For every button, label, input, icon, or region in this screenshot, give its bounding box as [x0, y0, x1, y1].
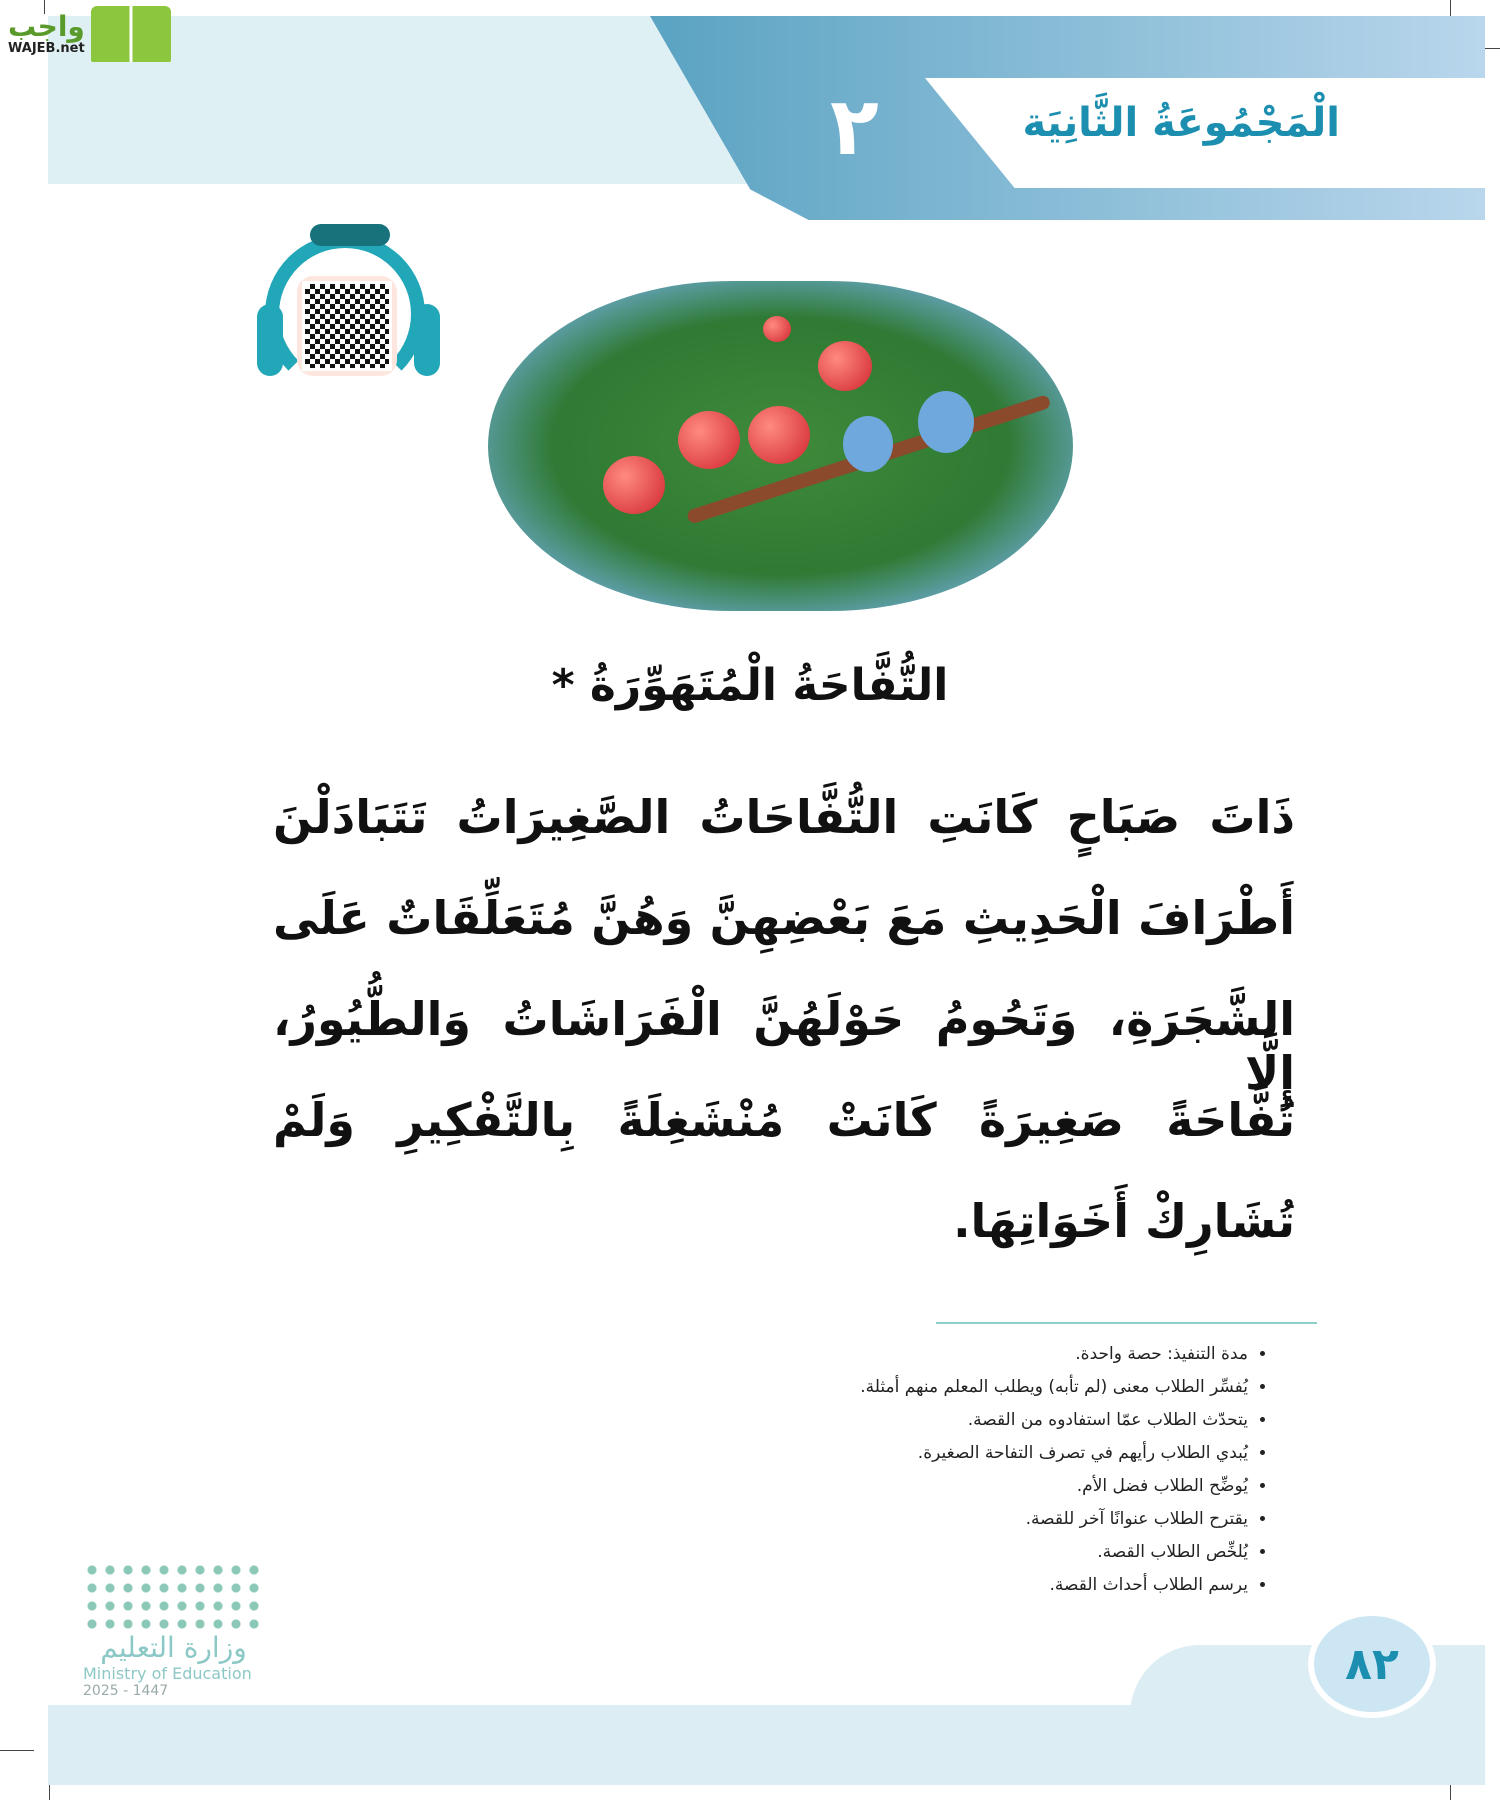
teacher-notes	[860, 1338, 1270, 1602]
ministry-name-en: Ministry of Education	[83, 1664, 252, 1683]
brand-en: WAJEB.net	[8, 40, 85, 56]
apple	[818, 341, 872, 391]
story-title: التُّفَّاحَةُ الْمُتَهَوِّرَةُ *	[551, 660, 949, 711]
note-item: • يتحدّث الطلاب عمّا استفادوه من القصة.	[860, 1404, 1248, 1437]
note-item: • مدة التنفيذ: حصة واحدة.	[860, 1338, 1248, 1371]
footer-band	[48, 1705, 1485, 1785]
apple	[678, 411, 740, 469]
qr-code[interactable]	[297, 276, 397, 376]
note-item: • يُبدي الطلاب رأيهم في تصرف التفاحة الصغيرة.	[860, 1437, 1248, 1470]
book-icon	[91, 6, 171, 62]
note-item: • يقترح الطلاب عنوانًا آخر للقصة.	[860, 1503, 1248, 1536]
note-item: • يُوضِّح الطلاب فضل الأم.	[860, 1470, 1248, 1503]
audio-qr-code[interactable]	[255, 224, 442, 396]
story-line: الشَّجَرَةِ، وَتَحُومُ حَوْلَهُنَّ الْفَرَاشَاتُ وَالطُّيُورُ، إِلَّا	[273, 992, 1295, 1100]
story-text	[273, 790, 1295, 1295]
ministry-dots-emblem	[83, 1561, 264, 1631]
story-line: تُشَارِكْ أَخَوَاتِهَا.	[953, 1194, 1295, 1248]
ministry-name-ar: وزارة التعليم	[100, 1631, 247, 1664]
story-illustration	[488, 281, 1073, 611]
page-number: ٨٢	[1308, 1610, 1436, 1718]
story-line: أَطْرَافَ الْحَدِيثِ مَعَ بَعْضِهِنَّ وَهُنَّ مُتَعَلِّقَاتٌ عَلَى	[273, 891, 1295, 945]
wajeb-logo	[8, 6, 171, 62]
apple	[603, 456, 665, 514]
story-line: ذَاتَ صَبَاحٍ كَانَتِ التُّفَّاحَاتُ الصَّغِيرَاتُ تَتَبَادَلْنَ	[273, 790, 1295, 844]
bird	[918, 391, 974, 453]
ministry-logo	[83, 1561, 264, 1699]
headphone-cup-left	[257, 304, 283, 376]
apple	[748, 406, 810, 464]
note-item: • يُلخِّص الطلاب القصة.	[860, 1536, 1248, 1569]
note-item: • يرسم الطلاب أحداث القصة.	[860, 1569, 1248, 1602]
qr-pattern	[302, 281, 392, 371]
wajeb-text	[8, 9, 85, 56]
headphones-band	[310, 224, 390, 246]
group-title: الْمَجْمُوعَةُ الثَّانِيَة	[1022, 100, 1340, 146]
notes-divider	[936, 1322, 1317, 1324]
note-item: • يُفسِّر الطلاب معنى (لم تأبه) ويطلب المعلم منهم أمثلة.	[860, 1371, 1248, 1404]
brand-ar: واجب	[8, 9, 85, 43]
group-number: ٢	[830, 80, 879, 173]
crop-mark	[0, 1750, 34, 1751]
edition-year: 2025 - 1447	[83, 1683, 169, 1699]
headphone-cup-right	[414, 304, 440, 376]
bird	[843, 416, 893, 472]
apple	[763, 316, 791, 342]
story-line: تُفَّاحَةً صَغِيرَةً كَانَتْ مُنْشَغِلَةً بِالتَّفْكِيرِ وَلَمْ	[273, 1093, 1295, 1147]
